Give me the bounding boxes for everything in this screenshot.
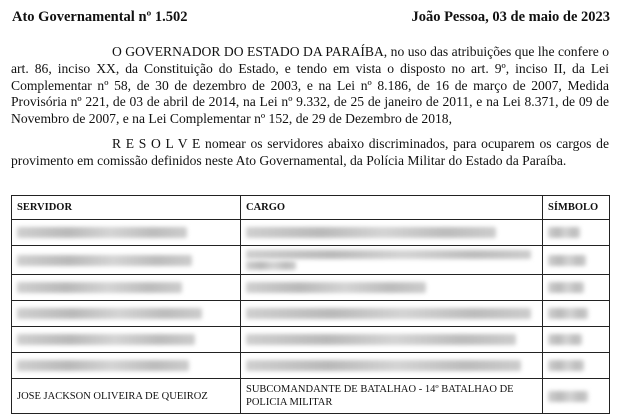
redaction-blur [246, 261, 296, 270]
table-row [12, 275, 610, 301]
nominations-table [11, 195, 610, 414]
redacted-cargo [241, 301, 543, 327]
table-row [12, 301, 610, 327]
table-row [12, 379, 610, 414]
header-simbolo: SÍMBOLO [543, 196, 610, 220]
header-servidor: SERVIDOR [12, 196, 241, 220]
redacted-servidor [12, 246, 241, 275]
redacted-simbolo [543, 301, 610, 327]
redaction-blur [548, 334, 582, 345]
redacted-cargo [241, 220, 543, 246]
table-row [12, 353, 610, 379]
header-cargo: CARGO [241, 196, 543, 220]
redaction-blur [548, 308, 588, 319]
redaction-blur [548, 360, 584, 371]
table-row [12, 246, 610, 275]
servidor-cell: JOSE JACKSON OLIVEIRA DE QUEIROZ [12, 379, 241, 414]
redaction-blur [17, 227, 187, 238]
act-title: Ato Governamental nº 1.502 [12, 9, 188, 25]
redacted-servidor [12, 353, 241, 379]
redacted-simbolo [543, 353, 610, 379]
redaction-blur [246, 308, 531, 319]
redacted-servidor [12, 327, 241, 353]
redacted-simbolo [543, 327, 610, 353]
redaction-blur [548, 391, 588, 402]
redaction-blur [17, 334, 195, 345]
redacted-simbolo [543, 246, 610, 275]
table-row [12, 220, 610, 246]
place-date: João Pessoa, 03 de maio de 2023 [411, 9, 610, 25]
redaction-blur [17, 360, 189, 371]
table-row [12, 327, 610, 353]
redacted-cargo [241, 353, 543, 379]
redaction-blur [246, 360, 521, 371]
document-header [12, 9, 610, 29]
redacted-simbolo [543, 220, 610, 246]
cargo-cell: SUBCOMANDANTE DE BATALHAO - 14º BATALHAO DE POLICIA MILITAR [241, 379, 543, 414]
redacted-servidor [12, 275, 241, 301]
redaction-blur [548, 227, 580, 238]
redaction-blur [17, 308, 202, 319]
redaction-blur [548, 255, 586, 266]
redacted-cargo [241, 327, 543, 353]
redacted-simbolo [543, 275, 610, 301]
redaction-blur [17, 282, 182, 293]
redacted-servidor [12, 301, 241, 327]
redaction-blur [17, 255, 192, 266]
preamble-paragraph: O GOVERNADOR DO ESTADO DA PARAÍBA, no uso das atribuições que lhe confere o art. 86, inciso XX, da Constituição do Estado, e tendo em vista o disposto no art. 9º, inciso II, da Lei Complementar nº 58, de 30 de dezembro de 2003, e na Lei nº 8.186, de 16 de março de 2007, Medida Provisória nº 221, de 03 de abril de 2014, na Lei nº 9.332, de 25 de janeiro de 2011, e na Lei 8.371, de 09 de Novembro de 2007, e na Lei Complementar nº 152, de 29 de Dezembro de 2018, [11, 44, 609, 127]
redacted-cargo [241, 246, 543, 275]
redacted-simbolo [543, 379, 610, 414]
table-header-row [12, 196, 610, 220]
redaction-blur [246, 282, 426, 293]
redacted-servidor [12, 220, 241, 246]
redaction-blur [548, 282, 584, 293]
redaction-blur [246, 227, 496, 238]
resolve-paragraph: R E S O L V E nomear os servidores abaixo discriminados, para ocuparem os cargos de provimento em comissão definidos neste Ato Governamental, da Polícia Militar do Estado da Paraíba. [11, 136, 609, 168]
redacted-cargo [241, 275, 543, 301]
redaction-blur [246, 250, 531, 259]
redaction-blur [246, 334, 516, 345]
